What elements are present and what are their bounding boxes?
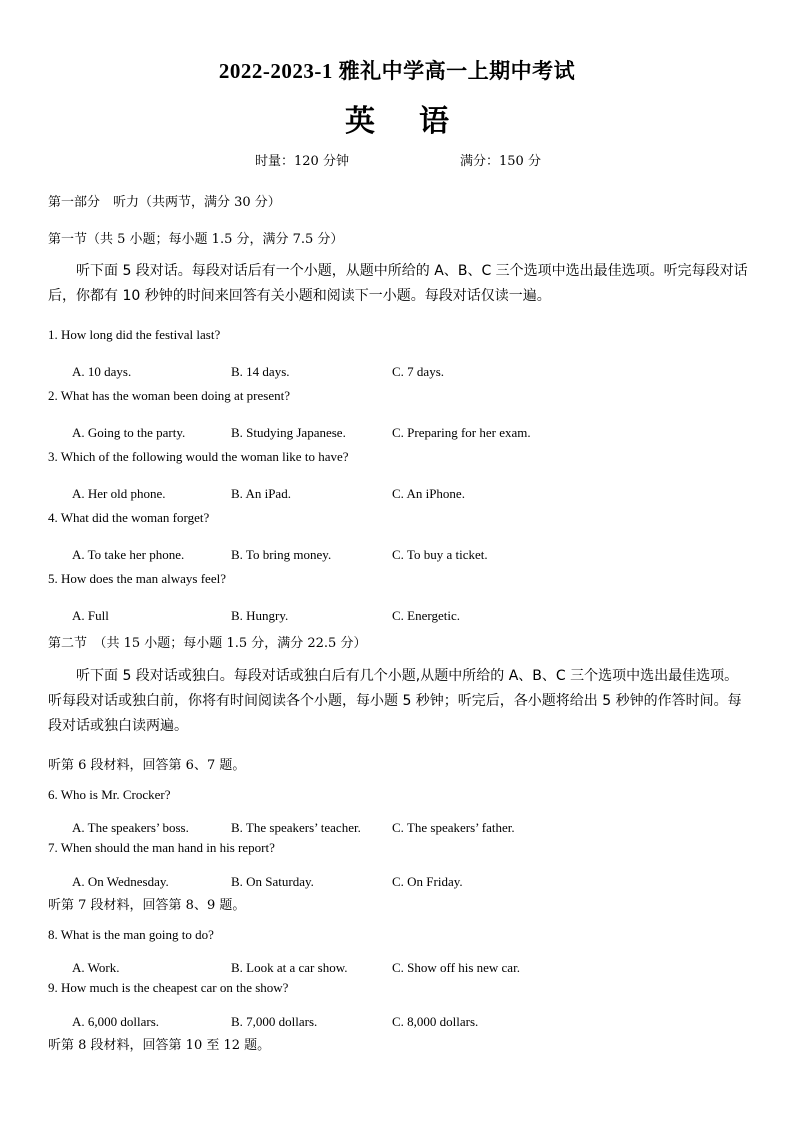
q3-option-b: B. An iPad. [231, 486, 291, 501]
q6-option-a: A. The speakers’ boss. [72, 820, 189, 835]
material-8-note: 听第 8 段材料，回答第 10 至 12 题。 [48, 1038, 271, 1053]
full-score: 满分：150 分 [460, 154, 541, 169]
question-8: 8. What is the man going to do? [48, 927, 214, 942]
q5-option-a: A. Full [72, 608, 109, 623]
section2-instructions: 听下面 5 段对话或独白。每段对话或独白后有几个小题,从题中所给的 A、B、C 三个选项中选出最佳选项。听每段对话或独白前，你将有时间阅读各个小题，每小题 5 秒钟；听完后，各小题将给出 5 秒钟的作答时间。每段对话或独白读两遍。 [48, 668, 742, 734]
q1-option-b: B. 14 days. [231, 364, 290, 379]
q8-option-a: A. Work. [72, 960, 120, 975]
question-9: 9. How much is the cheapest car on the show? [48, 980, 289, 995]
q1-option-c: C. 7 days. [392, 364, 444, 379]
question-2: 2. What has the woman been doing at present? [48, 388, 290, 403]
q1-option-a: A. 10 days. [72, 364, 132, 379]
section1-heading: 第一节（共 5 小题；每小题 1.5 分，满分 7.5 分） [48, 232, 344, 247]
question-6: 6. Who is Mr. Crocker? [48, 787, 171, 802]
q3-option-c: C. An iPhone. [392, 486, 465, 501]
q5-option-c: C. Energetic. [392, 608, 460, 623]
section2-heading: 第二节 （共 15 小题；每小题 1.5 分，满分 22.5 分） [48, 636, 367, 651]
question-4: 4. What did the woman forget? [48, 510, 210, 525]
part1-heading: 第一部分 听力（共两节，满分 30 分） [48, 195, 281, 210]
time-limit: 时量：120 分钟 [255, 154, 349, 169]
q9-option-a: A. 6,000 dollars. [72, 1014, 160, 1029]
q8-option-c: C. Show off his new car. [392, 960, 520, 975]
material-7-note: 听第 7 段材料，回答第 8、9 题。 [48, 898, 246, 913]
q4-option-a: A. To take her phone. [72, 547, 185, 562]
material-6-note: 听第 6 段材料，回答第 6、7 题。 [48, 758, 246, 773]
q6-option-b: B. The speakers’ teacher. [231, 820, 361, 835]
q7-option-b: B. On Saturday. [231, 874, 314, 889]
exam-title: 2022-2023-1 雅礼中学高一上期中考试 [218, 59, 576, 83]
q5-option-b: B. Hungry. [231, 608, 289, 623]
subject-char-2: 语 [419, 104, 449, 139]
q2-option-a: A. Going to the party. [72, 425, 186, 440]
question-3: 3. Which of the following would the woman like to have? [48, 449, 349, 464]
q3-option-a: A. Her old phone. [72, 486, 166, 501]
q4-option-c: C. To buy a ticket. [392, 547, 488, 562]
q7-option-c: C. On Friday. [392, 874, 463, 889]
subject-char-1: 英 [345, 104, 375, 139]
section1-instructions: 听下面 5 段对话。每段对话后有一个小题，从题中所给的 A、B、C 三个选项中选出最佳选项。听完每段对话后，你都有 10 秒钟的时间来回答有关小题和阅读下一小题。每段对话仅读一遍。 [48, 263, 748, 304]
question-1: 1. How long did the festival last? [48, 327, 221, 342]
question-7: 7. When should the man hand in his report? [48, 840, 275, 855]
q2-option-b: B. Studying Japanese. [231, 425, 346, 440]
subject-title [0, 96, 794, 140]
q7-option-a: A. On Wednesday. [72, 874, 169, 889]
q9-option-c: C. 8,000 dollars. [392, 1014, 479, 1029]
q9-option-b: B. 7,000 dollars. [231, 1014, 318, 1029]
question-5: 5. How does the man always feel? [48, 571, 226, 586]
q6-option-c: C. The speakers’ father. [392, 820, 515, 835]
q8-option-b: B. Look at a car show. [231, 960, 348, 975]
q4-option-b: B. To bring money. [231, 547, 332, 562]
q2-option-c: C. Preparing for her exam. [392, 425, 531, 440]
